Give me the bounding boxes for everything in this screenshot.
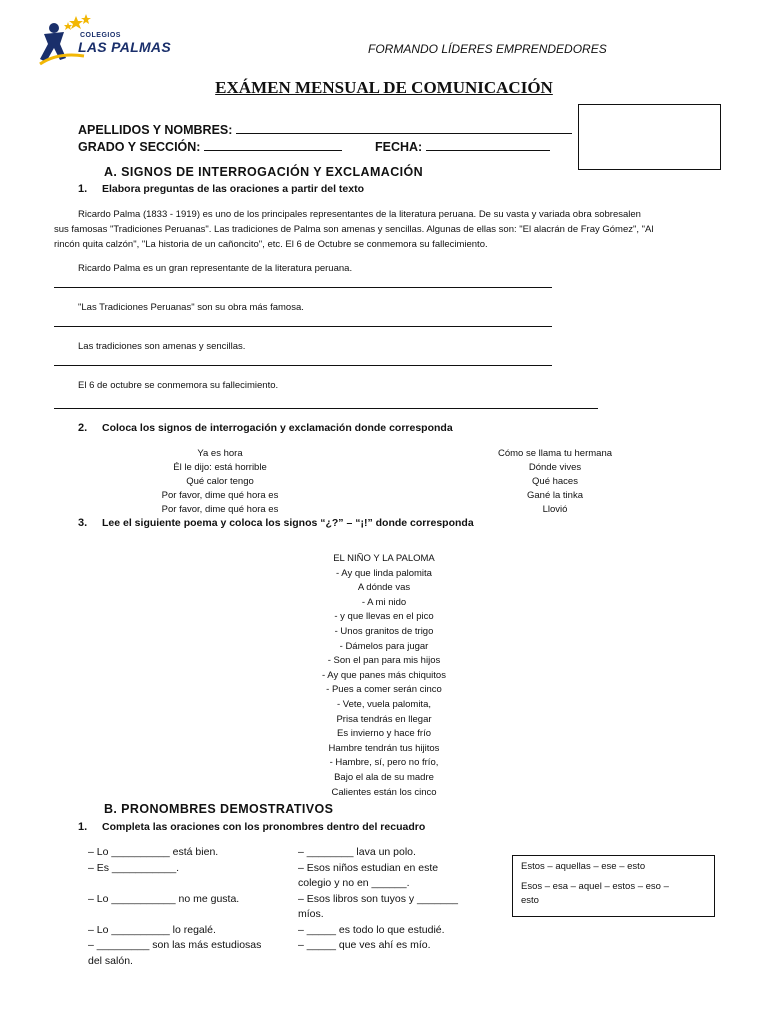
- word-box-line: Estos – aquellas – ese – esto: [521, 861, 646, 872]
- question-text: Coloca los signos de interrogación y exclamación donde corresponda: [102, 422, 453, 434]
- exercise-item: Por favor, dime qué hora es: [161, 504, 279, 515]
- school-motto: FORMANDO LÍDERES EMPRENDEDORES: [368, 42, 607, 56]
- date-label: FECHA:: [375, 140, 423, 154]
- exercise-item: Cómo se llama tu hermana: [497, 448, 613, 459]
- names-field: [78, 121, 572, 137]
- question-number: 1.: [78, 821, 88, 833]
- exercise-item: Por favor, dime qué hora es: [161, 490, 279, 501]
- poem-line: - Unos granitos de trigo: [334, 625, 434, 637]
- word-box-line: Esos – esa – aquel – estos – eso –: [521, 881, 669, 892]
- poem-line: - Hambre, sí, pero no frío,: [329, 757, 439, 769]
- exercise-sentence: – Lo __________ está bien.: [88, 846, 219, 858]
- grade-field: [78, 138, 342, 154]
- poem-line: Prisa tendrás en llegar: [336, 713, 432, 725]
- names-input-line[interactable]: [236, 121, 572, 134]
- question-text: Elabora preguntas de las oraciones a partir del texto: [102, 183, 364, 195]
- exercise-sentence: – _____ que ves ahí es mío.: [298, 939, 431, 951]
- poem-line: - Ay que linda palomita: [336, 567, 432, 579]
- logo-name: LAS PALMAS: [78, 39, 171, 55]
- answer-line-4[interactable]: [54, 408, 598, 409]
- exercise-sentence: míos.: [298, 908, 324, 920]
- logo-small-text: COLEGIOS: [80, 32, 121, 39]
- poem-line: Hambre tendrán tus hijitos: [328, 742, 440, 754]
- answer-line-3[interactable]: [54, 365, 552, 366]
- exercise-sentence: – Esos libros son tuyos y _______: [298, 892, 458, 905]
- exercise-sentence: – Lo ___________ no me gusta.: [88, 892, 240, 905]
- question-text: Completa las oraciones con los pronombres dentro del recuadro: [102, 821, 426, 833]
- question-a1: [78, 183, 364, 195]
- poem-line: Es invierno y hace frío: [337, 728, 431, 740]
- question-b1: [78, 821, 425, 833]
- exercise-sentence: – Esos niños estudian en este: [298, 861, 439, 874]
- paragraph-line: Ricardo Palma (1833 - 1919) es uno de los principales representantes de la literatura peruana. De su vasta y variada obra sobresalen: [78, 209, 641, 220]
- exercise-item: Qué haces: [532, 476, 578, 487]
- grade-label: GRADO Y SECCIÓN:: [78, 140, 201, 154]
- poem-line: Calientes están los cinco: [331, 786, 437, 798]
- section-b-title: B. PRONOMBRES DEMOSTRATIVOS: [104, 802, 334, 816]
- pronoun-exercise-col1: [88, 845, 288, 969]
- poem-line: - Ay que panes más chiquitos: [322, 669, 446, 681]
- word-box-line: esto: [521, 895, 539, 906]
- school-logo: [38, 12, 188, 72]
- paragraph-line: sus famosas "Tradiciones Peruanas". Las tradiciones de Palma son amenas y sencillas. Algunas de ellas son: "El alacrán de Fray Gómez", "Al: [54, 224, 654, 235]
- sentence-2: "Las Tradiciones Peruanas" son su obra más famosa.: [78, 302, 304, 313]
- spacer: [88, 876, 288, 892]
- names-label: APELLIDOS Y NOMBRES:: [78, 123, 233, 137]
- section-a-title: A. SIGNOS DE INTERROGACIÓN Y EXCLAMACIÓN: [104, 165, 424, 179]
- poem-line: - y que llevas en el pico: [334, 611, 434, 623]
- date-input-line[interactable]: [426, 138, 550, 151]
- question-number: 2.: [78, 422, 88, 434]
- poem-line: Bajo el ala de su madre: [334, 771, 434, 783]
- exercise-item: Él le dijo: está horrible: [173, 462, 267, 473]
- exercise-sentence: del salón.: [88, 954, 133, 967]
- sentence-4: El 6 de octubre se conmemora su fallecimiento.: [78, 380, 279, 391]
- question-number: 1.: [78, 183, 88, 195]
- sentence-1: Ricardo Palma es un gran representante de la literatura peruana.: [78, 263, 353, 274]
- question-number: 3.: [78, 517, 88, 529]
- score-box[interactable]: [578, 104, 721, 170]
- sentence-3: Las tradiciones son amenas y sencillas.: [78, 341, 246, 352]
- exercise-item: Qué calor tengo: [186, 476, 254, 487]
- poem-title: EL NIÑO Y LA PALOMA: [333, 553, 435, 564]
- poem-line: - A mi nido: [361, 596, 407, 608]
- question-a3: [78, 517, 474, 529]
- poem-line: - Vete, vuela palomita,: [337, 698, 431, 710]
- exercise-item: Gané la tinka: [527, 490, 583, 501]
- question-text: Lee el siguiente poema y coloca los signos “¿?” – “¡!” donde corresponda: [102, 517, 474, 529]
- exercise-sentence: – ________ lava un polo.: [298, 846, 416, 858]
- exercise-left-column: [130, 447, 310, 517]
- exercise-sentence: – _____ es todo lo que estudié.: [298, 923, 445, 936]
- answer-line-1[interactable]: [54, 287, 552, 288]
- exercise-item: Ya es hora: [197, 448, 243, 459]
- exercise-right-column: [462, 447, 648, 517]
- pronoun-exercise-col2: [298, 845, 498, 954]
- exercise-sentence: – Es ___________.: [88, 861, 180, 874]
- poem-line: - Pues a comer serán cinco: [326, 684, 442, 696]
- spacer: [88, 907, 288, 923]
- question-a2: [78, 422, 453, 434]
- exercise-sentence: – _________ son las más estudiosas: [88, 939, 262, 951]
- exercise-item: Dónde vives: [528, 462, 582, 473]
- grade-input-line[interactable]: [204, 138, 342, 151]
- poem-line: A dónde vas: [357, 582, 411, 594]
- poem-line: - Dámelos para jugar: [339, 640, 429, 652]
- exercise-sentence: colegio y no en ______.: [298, 877, 410, 889]
- answer-line-2[interactable]: [54, 326, 552, 327]
- exercise-item: Llovió: [542, 504, 568, 515]
- poem-line: - Son el pan para mis hijos: [327, 655, 441, 667]
- reading-paragraph: [54, 207, 734, 252]
- pronoun-word-box: [512, 855, 715, 917]
- poem: [0, 552, 768, 800]
- exam-title: EXÁMEN MENSUAL DE COMUNICACIÓN: [215, 78, 553, 97]
- exercise-sentence: – Lo __________ lo regalé.: [88, 923, 216, 936]
- paragraph-line: rincón quita calzón", "La historia de un cañoncito", etc. El 6 de Octubre se conmemora su fallecimiento.: [54, 239, 488, 250]
- date-field: [375, 138, 550, 154]
